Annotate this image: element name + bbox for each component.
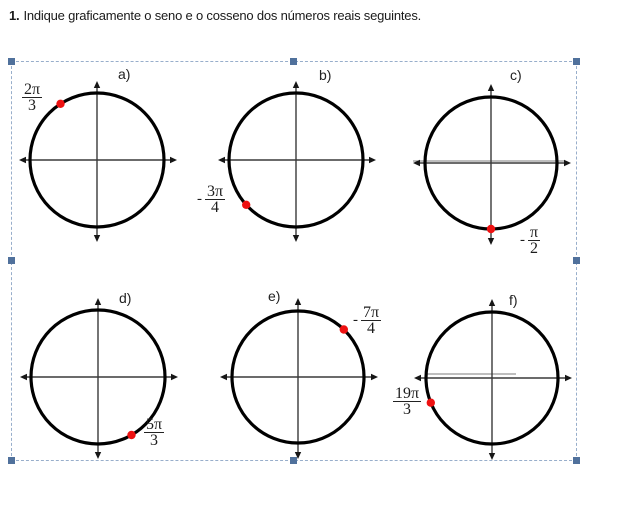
arrow-down-icon bbox=[95, 452, 101, 459]
exercise-text: Indique graficamente o seno e o cosseno dos números reais seguintes. bbox=[23, 8, 422, 23]
angle-point bbox=[242, 201, 250, 209]
fraction-denominator: 3 bbox=[403, 401, 412, 418]
fraction-denominator: 4 bbox=[211, 199, 220, 216]
angle-point bbox=[127, 431, 135, 439]
arrow-up-icon bbox=[95, 298, 101, 305]
arrow-down-icon bbox=[488, 238, 494, 245]
arrow-right-icon bbox=[564, 160, 571, 166]
arrow-down-icon bbox=[295, 452, 301, 459]
arrow-right-icon bbox=[565, 375, 572, 381]
fraction-numerator: 3π bbox=[207, 183, 224, 200]
figure-label-c: c) bbox=[510, 67, 522, 83]
selection-handle-top-center[interactable] bbox=[290, 58, 297, 65]
fraction-numerator: 5π bbox=[146, 416, 163, 433]
arrow-up-icon bbox=[489, 299, 495, 306]
arrow-right-icon bbox=[171, 374, 178, 380]
selection-handle-top-right[interactable] bbox=[573, 58, 580, 65]
figure-label-d: d) bbox=[119, 290, 132, 306]
arrow-left-icon bbox=[414, 375, 421, 381]
angle-value-b bbox=[197, 185, 225, 214]
arrow-left-icon bbox=[220, 374, 227, 380]
selection-handle-middle-left[interactable] bbox=[8, 257, 15, 264]
angle-value-f bbox=[393, 387, 421, 416]
arrow-down-icon bbox=[94, 235, 100, 242]
angle-point bbox=[487, 225, 495, 233]
arrow-up-icon bbox=[94, 81, 100, 88]
arrow-up-icon bbox=[295, 298, 301, 305]
figure-label-b: b) bbox=[319, 67, 332, 83]
figure-label-f: f) bbox=[509, 292, 518, 308]
fraction-numerator: 7π bbox=[363, 304, 380, 321]
fraction-numerator: 19π bbox=[395, 385, 420, 402]
unit-circle-b bbox=[210, 76, 382, 248]
figure-label-e: e) bbox=[268, 288, 281, 304]
selected-image-region[interactable] bbox=[11, 61, 577, 461]
arrow-right-icon bbox=[369, 157, 376, 163]
arrow-down-icon bbox=[293, 235, 299, 242]
fraction-numerator: π bbox=[530, 224, 539, 241]
fraction-denominator: 3 bbox=[150, 432, 159, 449]
angle-value-e bbox=[353, 306, 381, 335]
minus-sign: - bbox=[520, 232, 525, 248]
angle-point bbox=[56, 100, 64, 108]
fraction-denominator: 2 bbox=[530, 240, 539, 257]
fraction-denominator: 4 bbox=[367, 320, 376, 337]
arrow-left-icon bbox=[218, 157, 225, 163]
arrow-right-icon bbox=[170, 157, 177, 163]
exercise-number: 1. bbox=[9, 8, 20, 23]
angle-point bbox=[427, 399, 435, 407]
selection-handle-top-left[interactable] bbox=[8, 58, 15, 65]
unit-circle-c bbox=[405, 79, 577, 251]
arrow-left-icon bbox=[20, 374, 27, 380]
angle-value-a bbox=[22, 83, 42, 112]
minus-sign: - bbox=[197, 191, 202, 207]
arrow-right-icon bbox=[371, 374, 378, 380]
selection-handle-middle-right[interactable] bbox=[573, 257, 580, 264]
arrow-left-icon bbox=[19, 157, 26, 163]
arrow-up-icon bbox=[293, 81, 299, 88]
exercise-title bbox=[9, 8, 421, 23]
unit-circle-f bbox=[406, 294, 578, 466]
fraction-denominator: 3 bbox=[28, 97, 37, 114]
fraction-numerator: 2π bbox=[24, 81, 41, 98]
arrow-down-icon bbox=[489, 453, 495, 460]
arrow-up-icon bbox=[488, 84, 494, 91]
angle-value-c bbox=[520, 226, 540, 255]
angle-value-d bbox=[144, 418, 164, 447]
angle-point bbox=[340, 325, 348, 333]
minus-sign: - bbox=[353, 312, 358, 328]
figure-label-a: a) bbox=[118, 66, 131, 82]
